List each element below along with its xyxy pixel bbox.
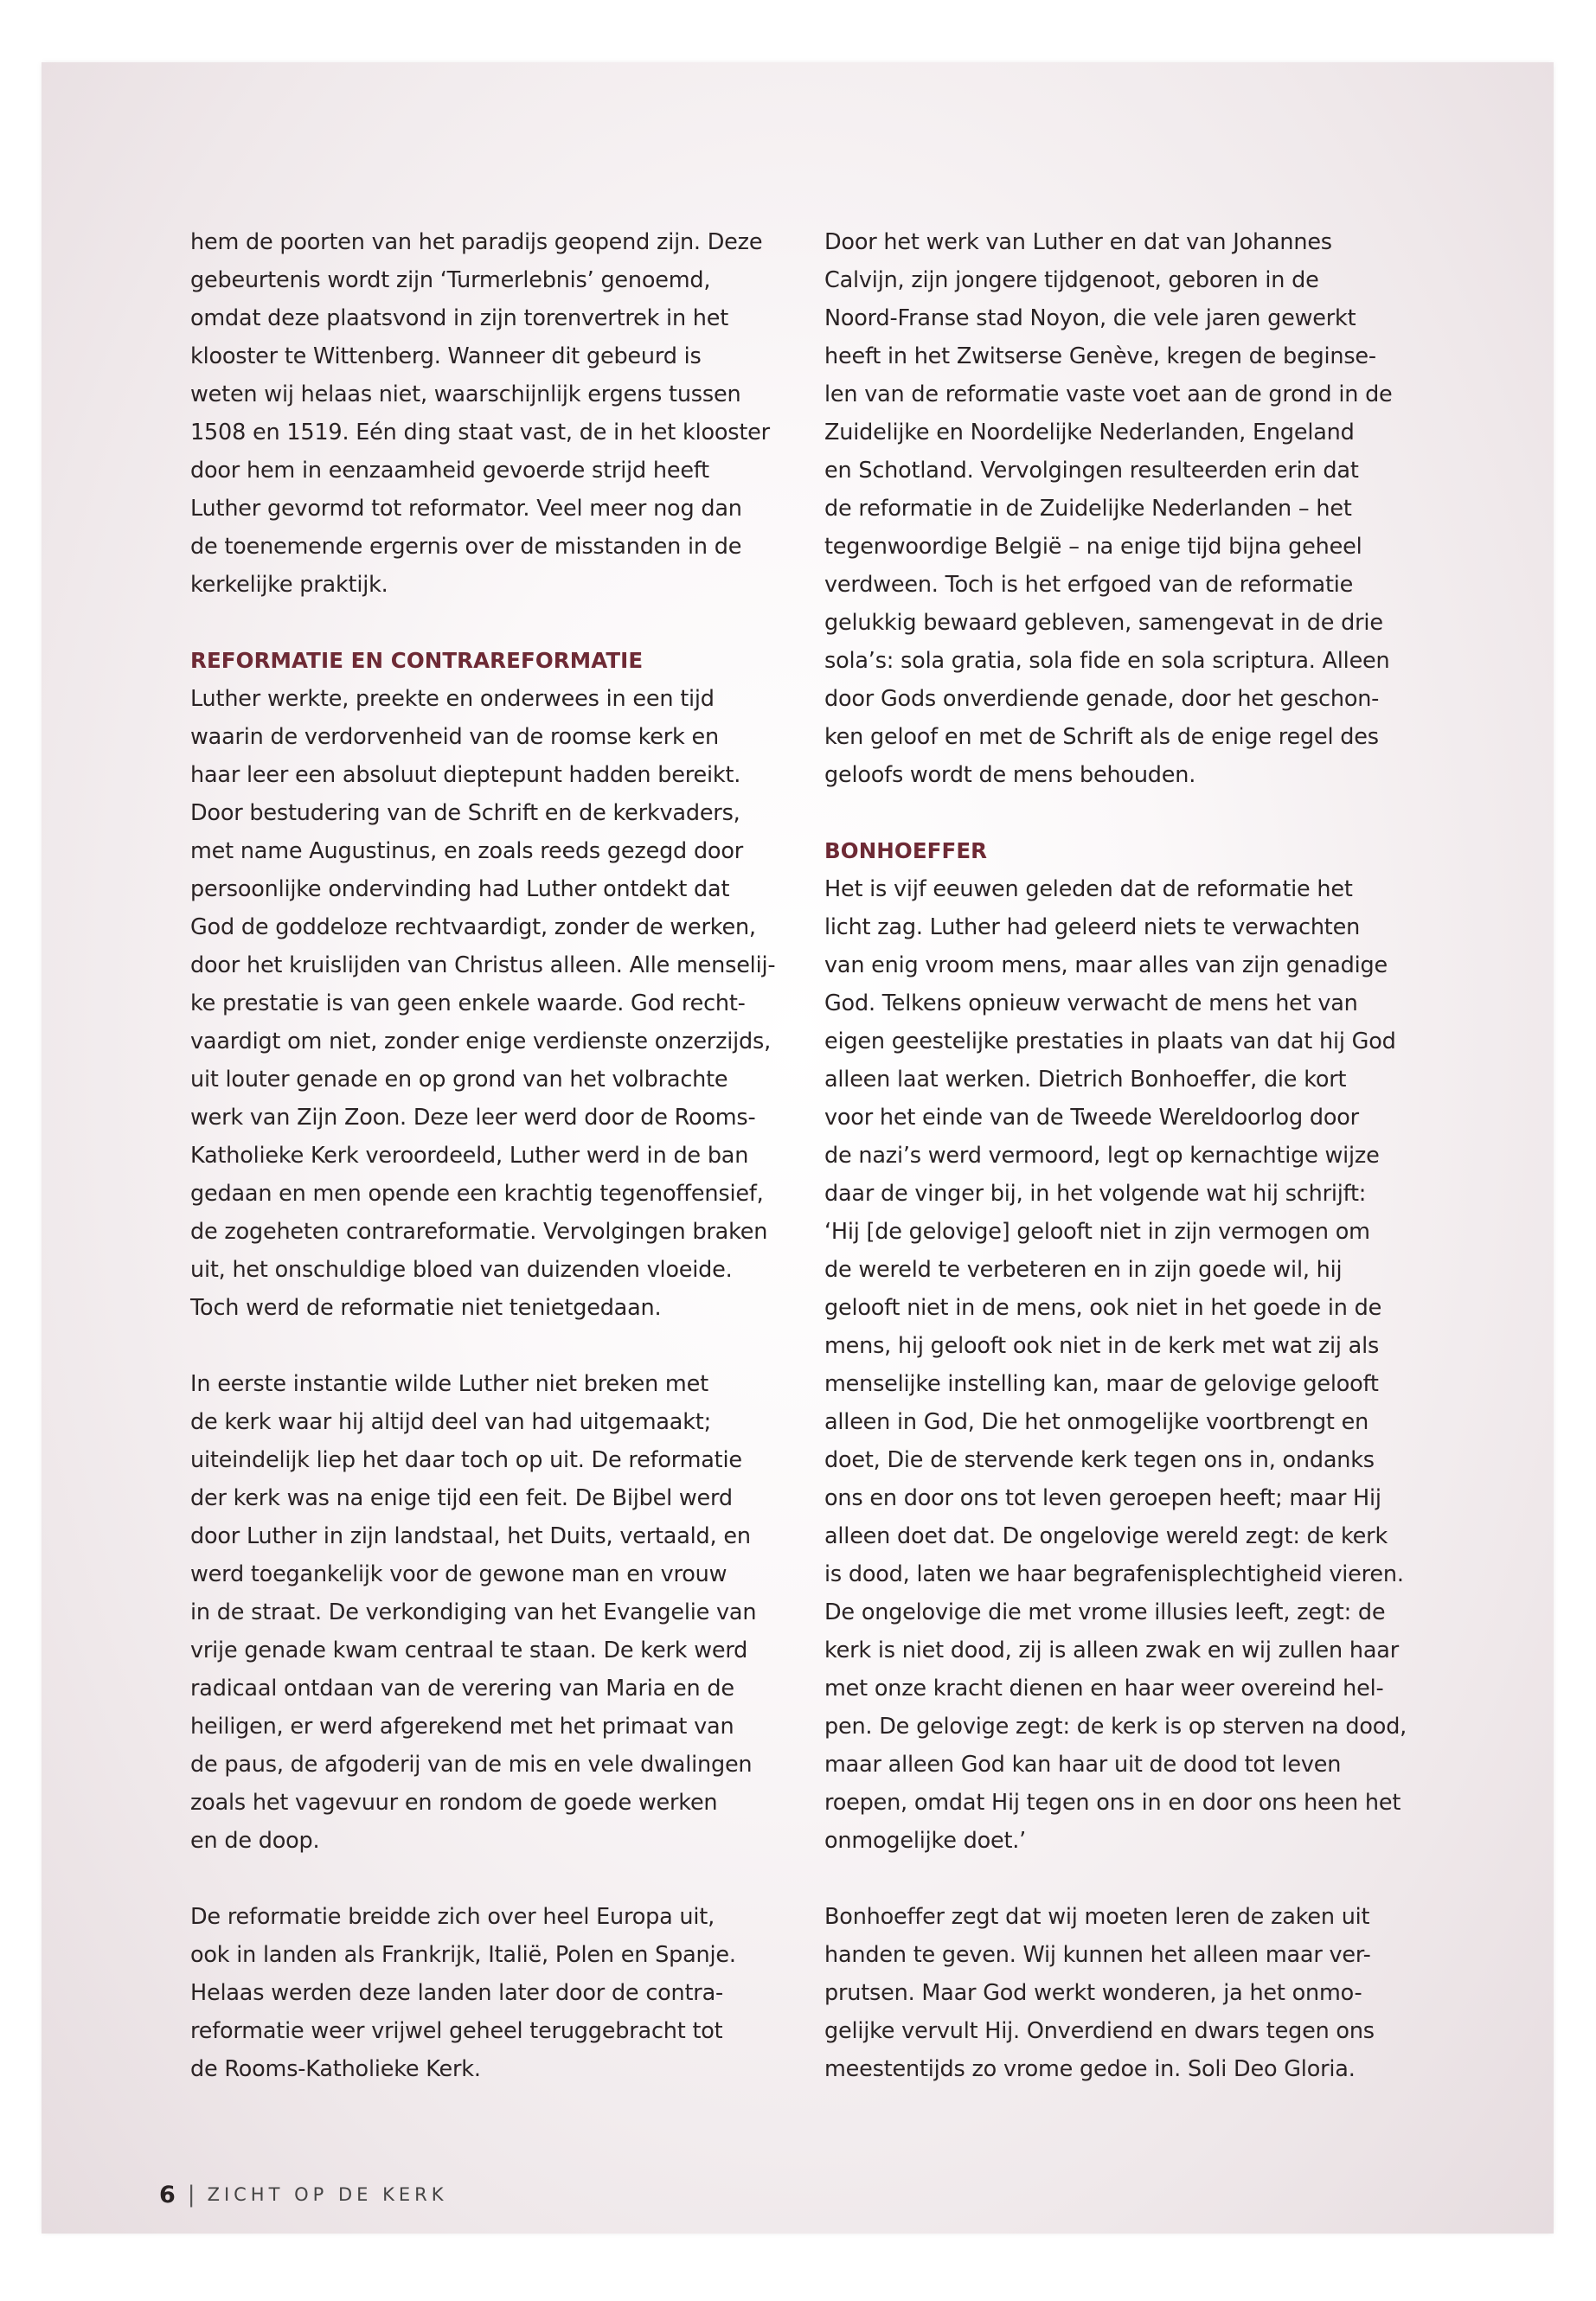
paragraph (190, 1898, 783, 2088)
text-line: vaardigt om niet, zonder enige verdienste onzerzijds, (190, 1029, 772, 1054)
left-column (190, 223, 783, 2088)
text-line: de kerk waar hij altijd deel van had uitgemaakt; (190, 1409, 711, 1435)
text-line: kerkelijke praktijk. (190, 572, 388, 598)
text-line: uiteindelijk liep het daar toch op uit. De reformatie (190, 1447, 742, 1473)
text-line: heiligen, er werd afgerekend met het primaat van (190, 1714, 734, 1740)
text-line: ke prestatie is van geen enkele waarde. God recht- (190, 990, 746, 1016)
text-line: de nazi’s werd vermoord, legt op kernachtige wijze (824, 1143, 1380, 1169)
text-line: doet, Die de stervende kerk tegen ons in, ondanks (824, 1447, 1375, 1473)
page-footer (159, 2179, 447, 2210)
text-line: omdat deze plaatsvond in zijn torenvertrek in het (190, 305, 729, 331)
text-line: licht zag. Luther had geleerd niets te verwachten (824, 914, 1361, 940)
text-line: Door het werk van Luther en dat van Johannes (824, 229, 1332, 255)
text-line: klooster te Wittenberg. Wanneer dit gebeurd is (190, 343, 702, 369)
text-line: sola’s: sola gratia, sola fide en sola scriptura. Alleen (824, 648, 1390, 674)
text-line: is dood, laten we haar begrafenisplechtigheid vieren. (824, 1561, 1404, 1587)
text-line: onmogelijke doet.’ (824, 1828, 1027, 1854)
text-line: voor het einde van de Tweede Wereldoorlog door (824, 1105, 1359, 1131)
text-line: len van de reformatie vaste voet aan de grond in de (824, 381, 1393, 407)
text-line: alleen doet dat. De ongelovige wereld zegt: de kerk (824, 1523, 1388, 1549)
text-line: persoonlijke ondervinding had Luther ontdekt dat (190, 876, 730, 902)
footer-divider: | (187, 2182, 195, 2208)
text-line: De reformatie breidde zich over heel Europa uit, (190, 1904, 715, 1930)
paragraph (190, 223, 783, 604)
paragraph (824, 223, 1417, 794)
text-line: verdween. Toch is het erfgoed van de reformatie (824, 572, 1354, 598)
text-line: ‘Hij [de gelovige] gelooft niet in zijn vermogen om (824, 1219, 1370, 1245)
text-line: De ongelovige die met vrome illusies leeft, zegt: de (824, 1599, 1386, 1625)
text-line: Katholieke Kerk veroordeeld, Luther werd in de ban (190, 1143, 749, 1169)
text-line: met name Augustinus, en zoals reeds gezegd door (190, 838, 744, 864)
text-line: en de doop. (190, 1828, 320, 1854)
text-line: uit louter genade en op grond van het volbrachte (190, 1067, 728, 1093)
text-line: heeft in het Zwitserse Genève, kregen de beginse- (824, 343, 1376, 369)
page-number: 6 (159, 2181, 176, 2208)
text-line: Calvijn, zijn jongere tijdgenoot, geboren in de (824, 267, 1319, 293)
text-line: weten wij helaas niet, waarschijnlijk ergens tussen (190, 381, 741, 407)
text-line: gedaan en men opende een krachtig tegenoffensief, (190, 1181, 764, 1207)
text-line: de toenemende ergernis over de misstanden in de (190, 534, 742, 560)
text-line: meestentijds zo vrome gedoe in. Soli Deo Gloria. (824, 2056, 1356, 2082)
text-line: geloofs wordt de mens behouden. (824, 762, 1196, 788)
text-line: de zogeheten contrareformatie. Vervolgingen braken (190, 1219, 768, 1245)
section-heading-bonhoeffer: BONHOEFFER (824, 838, 988, 863)
text-line: God. Telkens opnieuw verwacht de mens het van (824, 990, 1358, 1016)
text-line: ook in landen als Frankrijk, Italië, Polen en Spanje. (190, 1942, 736, 1968)
text-line: gelijke vervult Hij. Onverdiend en dwars tegen ons (824, 2018, 1375, 2044)
text-line: en Schotland. Vervolgingen resulteerden erin dat (824, 458, 1359, 484)
text-line: roepen, omdat Hij tegen ons in en door ons heen het (824, 1790, 1401, 1816)
text-line: God de goddeloze rechtvaardigt, zonder de werken, (190, 914, 756, 940)
paragraph (824, 870, 1417, 1860)
text-line: haar leer een absoluut dieptepunt hadden bereikt. (190, 762, 741, 788)
text-line: mens, hij gelooft ook niet in de kerk met wat zij als (824, 1333, 1380, 1359)
text-line: gelooft niet in de mens, ook niet in het goede in de (824, 1295, 1382, 1321)
text-line: In eerste instantie wilde Luther niet breken met (190, 1371, 708, 1397)
text-line: gelukkig bewaard gebleven, samengevat in de drie (824, 610, 1383, 636)
text-line: waarin de verdorvenheid van de roomse kerk en (190, 724, 719, 750)
text-line: gebeurtenis wordt zijn ‘Turmerlebnis’ genoemd, (190, 267, 711, 293)
section-heading-reformatie: REFORMATIE EN CONTRAREFORMATIE (190, 648, 644, 673)
text-line: kerk is niet dood, zij is alleen zwak en wij zullen haar (824, 1638, 1399, 1663)
paragraph (190, 680, 783, 1327)
text-line: door hem in eenzaamheid gevoerde strijd heeft (190, 458, 709, 484)
text-line: handen te geven. Wij kunnen het alleen maar ver- (824, 1942, 1371, 1968)
text-line: daar de vinger bij, in het volgende wat hij schrijft: (824, 1181, 1367, 1207)
text-line: ons en door ons tot leven geroepen heeft; maar Hij (824, 1485, 1381, 1511)
text-line: door Luther in zijn landstaal, het Duits, vertaald, en (190, 1523, 751, 1549)
text-line: reformatie weer vrijwel geheel teruggebracht tot (190, 2018, 723, 2044)
text-line: de wereld te verbeteren en in zijn goede wil, hij (824, 1257, 1343, 1283)
text-line: door Gods onverdiende genade, door het geschon- (824, 686, 1380, 712)
text-line: Bonhoeffer zegt dat wij moeten leren de zaken uit (824, 1904, 1370, 1930)
text-line: werk van Zijn Zoon. Deze leer werd door de Rooms- (190, 1105, 756, 1131)
text-line: zoals het vagevuur en rondom de goede werken (190, 1790, 718, 1816)
text-line: de reformatie in de Zuidelijke Nederlanden – het (824, 496, 1352, 522)
text-line: menselijke instelling kan, maar de gelovige gelooft (824, 1371, 1379, 1397)
text-line: 1508 en 1519. Eén ding staat vast, de in het klooster (190, 420, 770, 445)
text-line: pen. De gelovige zegt: de kerk is op sterven na dood, (824, 1714, 1407, 1740)
text-line: der kerk was na enige tijd een feit. De Bijbel werd (190, 1485, 733, 1511)
text-line: in de straat. De verkondiging van het Evangelie van (190, 1599, 757, 1625)
text-line: Luther gevormd tot reformator. Veel meer nog dan (190, 496, 742, 522)
text-line: radicaal ontdaan van de verering van Maria en de (190, 1676, 734, 1702)
text-line: de paus, de afgoderij van de mis en vele dwalingen (190, 1752, 753, 1778)
text-line: Noord-Franse stad Noyon, die vele jaren gewerkt (824, 305, 1356, 331)
paragraph (824, 1898, 1417, 2088)
right-column (824, 223, 1417, 2088)
text-line: Toch werd de reformatie niet tenietgedaan. (190, 1295, 662, 1321)
text-line: door het kruislijden van Christus alleen. Alle menselij- (190, 952, 776, 978)
text-line: van enig vroom mens, maar alles van zijn genadige (824, 952, 1388, 978)
text-line: hem de poorten van het paradijs geopend zijn. Deze (190, 229, 763, 255)
text-line: alleen in God, Die het onmogelijke voortbrengt en (824, 1409, 1369, 1435)
publication-name: ZICHT OP DE KERK (207, 2184, 448, 2205)
text-line: werd toegankelijk voor de gewone man en vrouw (190, 1561, 727, 1587)
text-line: Luther werkte, preekte en onderwees in een tijd (190, 686, 715, 712)
text-line: met onze kracht dienen en haar weer overeind hel- (824, 1676, 1384, 1702)
text-line: Door bestudering van de Schrift en de kerkvaders, (190, 800, 740, 826)
paragraph (190, 1365, 783, 1860)
text-line: tegenwoordige België – na enige tijd bijna geheel (824, 534, 1362, 560)
text-line: eigen geestelijke prestaties in plaats van dat hij God (824, 1029, 1396, 1054)
text-line: de Rooms-Katholieke Kerk. (190, 2056, 481, 2082)
text-line: Zuidelijke en Noordelijke Nederlanden, Engeland (824, 420, 1355, 445)
text-line: vrije genade kwam centraal te staan. De kerk werd (190, 1638, 748, 1663)
text-line: alleen laat werken. Dietrich Bonhoeffer, die kort (824, 1067, 1347, 1093)
text-line: prutsen. Maar God werkt wonderen, ja het onmo- (824, 1980, 1362, 2006)
text-line: Het is vijf eeuwen geleden dat de reformatie het (824, 876, 1353, 902)
text-line: Helaas werden deze landen later door de contra- (190, 1980, 724, 2006)
text-line: uit, het onschuldige bloed van duizenden vloeide. (190, 1257, 733, 1283)
text-line: ken geloof en met de Schrift als de enige regel des (824, 724, 1379, 750)
text-line: maar alleen God kan haar uit de dood tot leven (824, 1752, 1342, 1778)
